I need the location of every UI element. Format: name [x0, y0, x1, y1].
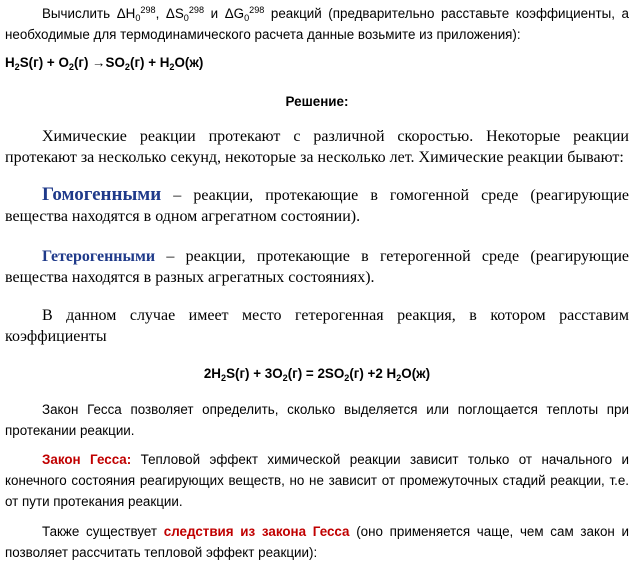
- hess-intro-paragraph: Закон Гесса позволяет определить, сколько выделяется или поглощается теплоты при протекании реакции.: [5, 402, 629, 438]
- homogeneous-paragraph: Гомогенными – реакции, протекающие в гомогенной среде (реагирующие вещества находятся в одном агрегатном состоянии).: [5, 184, 629, 225]
- task-paragraph: Вычислить $\Delta H_0^{298}$, $\Delta S_0^{298}$ и $\Delta G_0^{298}$ реакций (предварительно расставьте коэффициенты, а необходимые для термодинамического расчета данные возьмите из приложения):: [5, 5, 629, 42]
- reaction-equation: $H_2S(г) + O_2(г) \to SO_2(г) + H_2O(ж)$: [5, 55, 204, 72]
- hess-law-paragraph: Закон Гесса: Тепловой эффект химической реакции зависит только от начального и конечного состояния реагирующих веществ, но не зависит от промежуточных стадий реакции, т.е. от пути протекания реакции.: [5, 452, 630, 509]
- reactions-intro-paragraph: Химические реакции протекают с различной скоростью. Некоторые реакции протекают за несколько секунд, некоторые за несколько лет. Химические реакции бывают:: [5, 128, 629, 166]
- homogeneous-term: Гомогенными: [42, 184, 162, 205]
- heterogeneous-term: Гетерогенными: [42, 248, 156, 265]
- corollary-paragraph: Также существует следствия из закона Гесса (оно применяется чаще, чем сам закон и позволяет рассчитать тепловой эффект реакции):: [5, 524, 630, 560]
- heterogeneous-paragraph: Гетерогенными – реакции, протекающие в гетерогенной среде (реагирующие вещества находятся в разных агрегатных состояниях).: [5, 248, 629, 286]
- solution-heading: Решение:: [285, 94, 349, 109]
- balanced-equation: $2H_2S(г) + 3O_2(г) = 2SO_2(г) +2$ $H_2O(ж)$: [203, 366, 431, 383]
- corollary-term: следствия из закона Гесса: [163, 524, 350, 539]
- coefficients-paragraph: В данном случае имеет место гетерогенная реакция, в котором расставим коэффициенты: [5, 307, 629, 345]
- hess-law-term: Закон Гесса:: [42, 452, 132, 467]
